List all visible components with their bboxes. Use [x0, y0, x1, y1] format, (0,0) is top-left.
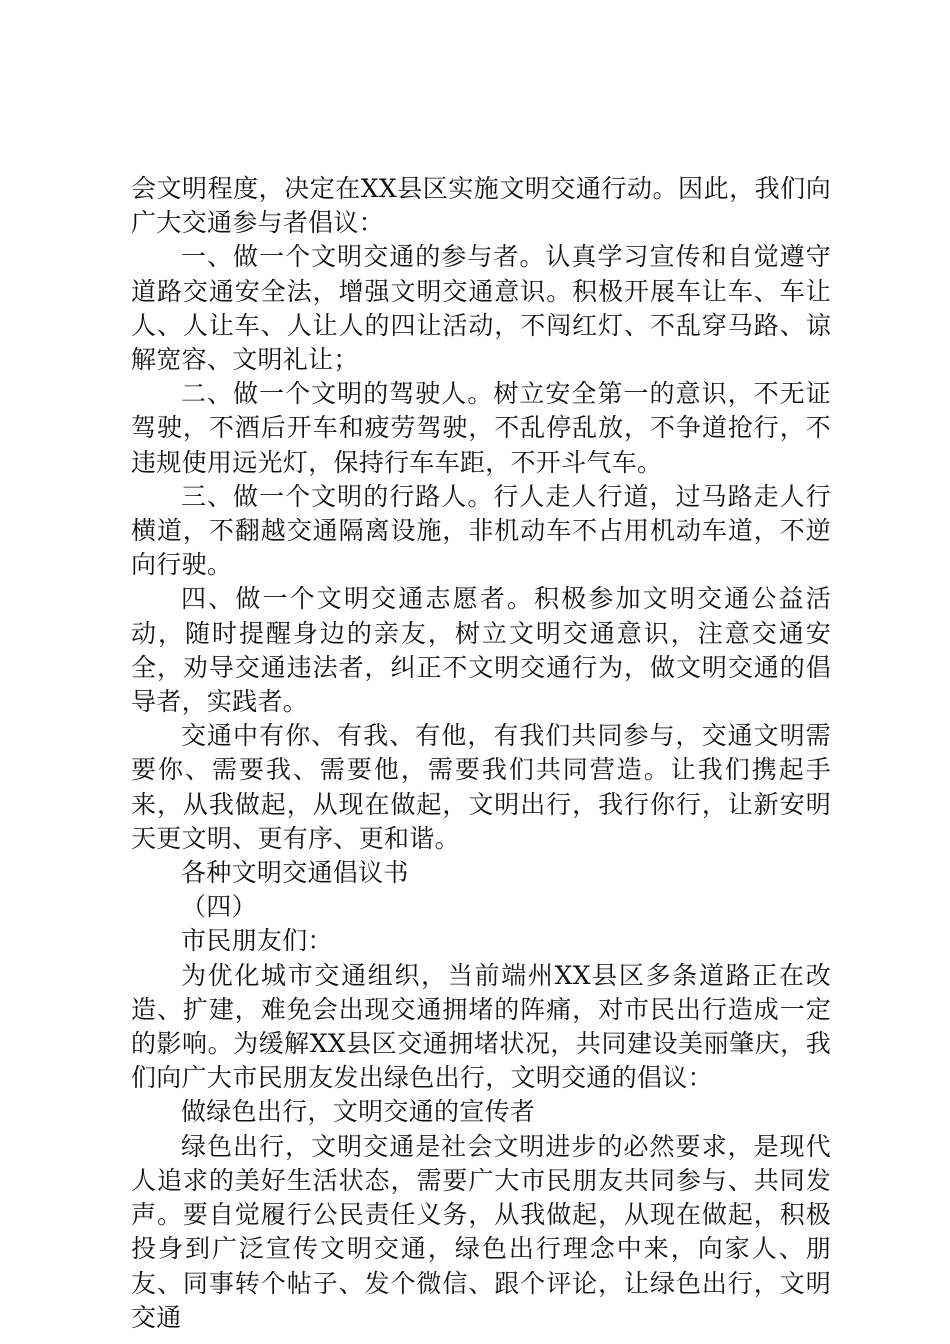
document-body — [131, 172, 831, 1335]
paragraph-proposal-intro: 为优化城市交通组织，当前端州XX县区多条道路正在改造、扩建，难免会出现交通拥堵的阵痛，对市民出行造成一定的影响。为缓解XX县区交通拥堵状况，共同建设美丽肇庆，我们向广大市民朋友发出绿色出行，文明交通的倡议： — [131, 960, 831, 1093]
paragraph-item-3: 三、做一个文明的行路人。行人走人行道，过马路走人行横道，不翻越交通隔离设施，非机动车不占用机动车道，不逆向行驶。 — [131, 481, 831, 580]
paragraph-item-4: 四、做一个文明交通志愿者。积极参加文明交通公益活动，随时提醒身边的亲友，树立文明交通意识，注意交通安全，劝导交通违法者，纠正不文明交通行为，做文明交通的倡导者，实践者。 — [131, 584, 831, 717]
paragraph-closing: 交通中有你、有我、有他，有我们共同参与，交通文明需要你、需要我、需要他，需要我们共同营造。让我们携起手来，从我做起，从现在做起，文明出行，我行你行，让新安明天更文明、更有序、更和谐。 — [131, 721, 831, 853]
section-number: （四） — [181, 892, 257, 922]
paragraph-item-1: 一、做一个文明交通的参与者。认真学习宣传和自觉遵守道路交通安全法，增强文明交通意识。积极开展车让车、车让人、人让车、人让人的四让活动，不闯红灯、不乱穿马路、谅解宽容、文明礼让； — [131, 242, 831, 375]
section-title: 各种文明交通倡议书 — [181, 858, 409, 888]
paragraph-item-2: 二、做一个文明的驾驶人。树立安全第一的意识，不无证驾驶，不酒后开车和疲劳驾驶，不乱停乱放，不争道抢行，不违规使用远光灯，保持行车车距，不开斗气车。 — [131, 379, 831, 477]
paragraph-intro: 会文明程度，决定在XX县区实施文明交通行动。因此，我们向广大交通参与者倡议： — [131, 174, 831, 238]
paragraph-green-travel: 绿色出行，文明交通是社会文明进步的必然要求，是现代人追求的美好生活状态，需要广大市民朋友共同参与、共同发声。要自觉履行公民责任义务，从我做起，从现在做起，积极投身到广泛宣传文明交通，绿色出行理念中来，向家人、朋友、同事转个帖子、发个微信、跟个评论，让绿色出行，文明交通 — [131, 1131, 831, 1332]
salutation: 市民朋友们： — [181, 926, 333, 956]
paragraph-subheading: 做绿色出行，文明交通的宣传者 — [181, 1097, 536, 1127]
